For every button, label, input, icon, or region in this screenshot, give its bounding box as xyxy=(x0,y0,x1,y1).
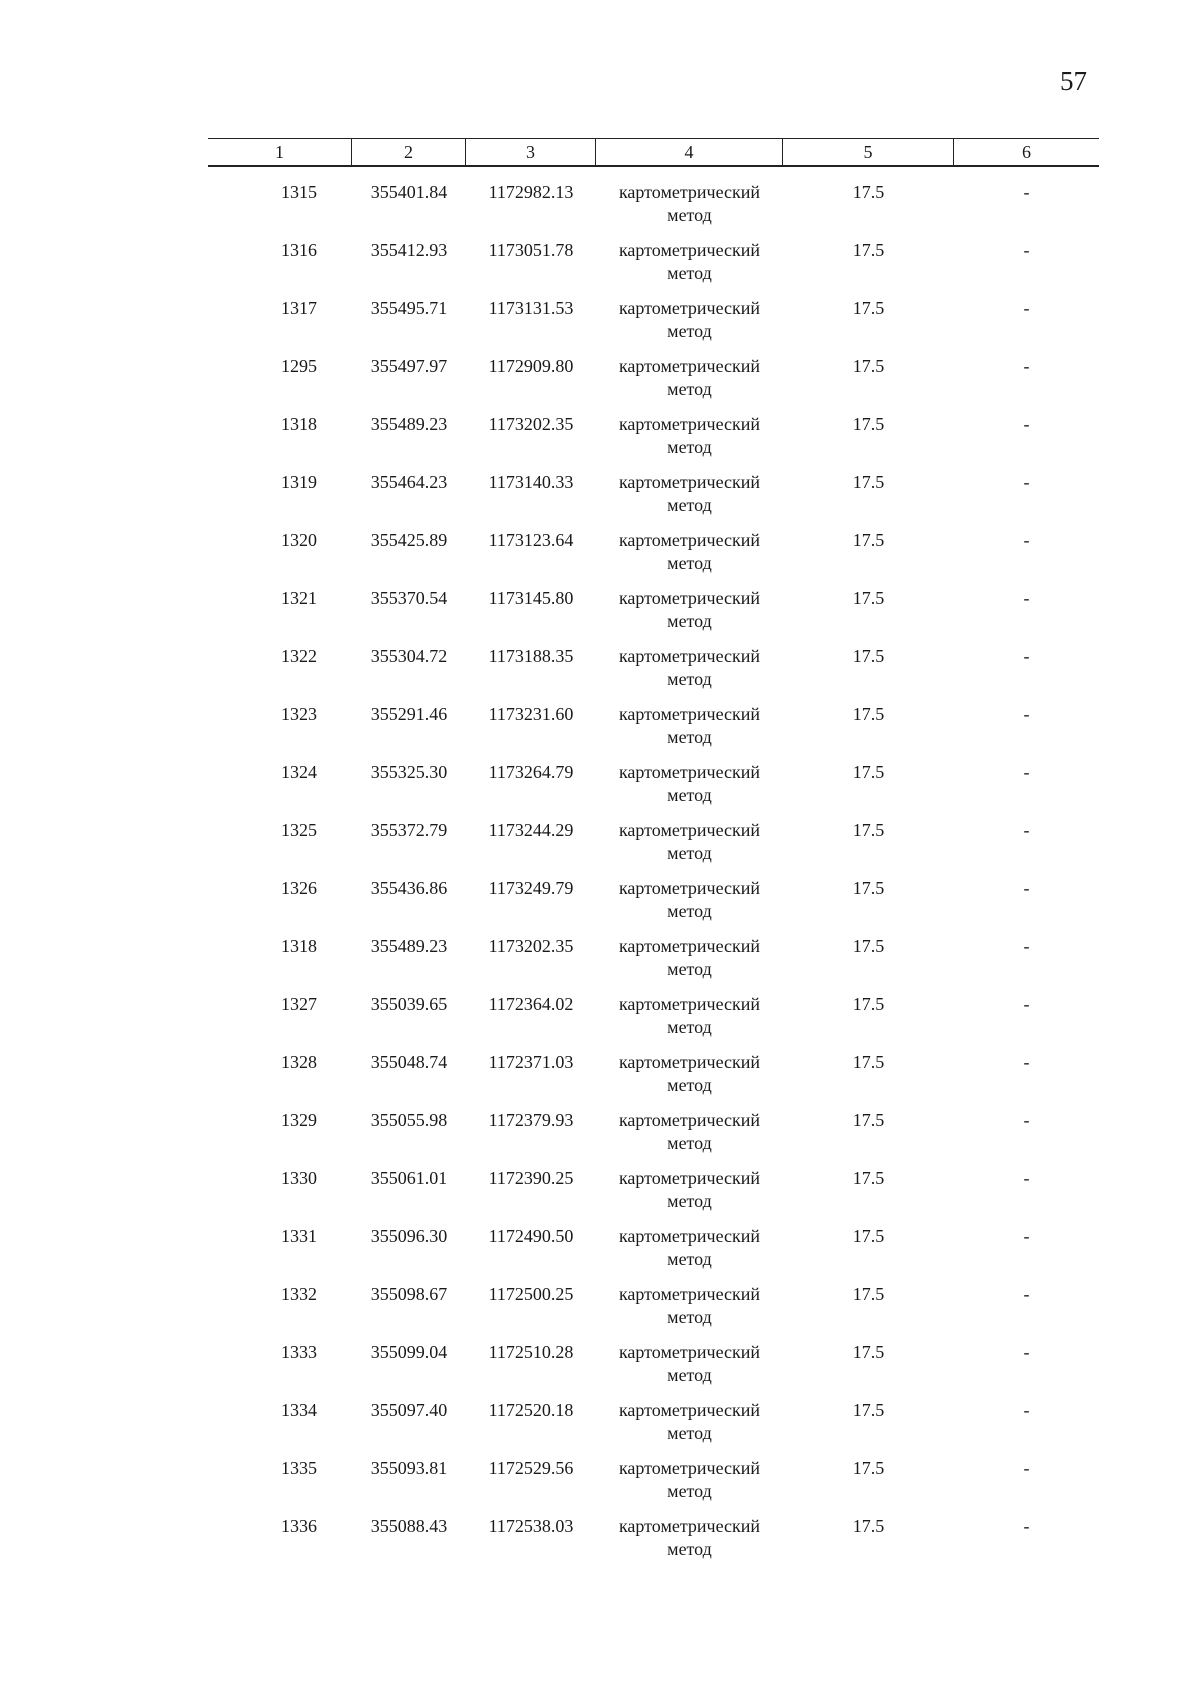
cell-coord-x: 355291.46 xyxy=(370,704,448,724)
cell-coord-y: 1172490.50 xyxy=(488,1226,574,1246)
cell-coord-y: 1172500.25 xyxy=(488,1284,574,1304)
cell-accuracy: 17.5 xyxy=(852,878,885,898)
method-line-2: метод xyxy=(667,959,712,979)
table-body xyxy=(208,181,1099,1573)
cell-method xyxy=(596,1515,783,1573)
cell-coord-x: 355088.43 xyxy=(370,1516,448,1536)
cell-point-number: 1330 xyxy=(281,1168,317,1188)
cell-point-number: 1321 xyxy=(281,588,317,608)
method-line-2: метод xyxy=(667,785,712,805)
cell-description: - xyxy=(1023,530,1030,550)
cell-point-number: 1328 xyxy=(281,1052,317,1072)
cell-description: - xyxy=(1023,472,1030,492)
table-row xyxy=(208,1515,1099,1573)
cell-coord-x: 355425.89 xyxy=(370,530,448,550)
cell-coord-x: 355372.79 xyxy=(370,820,448,840)
cell-accuracy: 17.5 xyxy=(852,1342,885,1362)
method-line-2: метод xyxy=(667,1075,712,1095)
method-line-1: картометрический xyxy=(618,356,761,376)
cell-coord-y: 1173140.33 xyxy=(488,472,574,492)
method-line-2: метод xyxy=(667,669,712,689)
cell-description: - xyxy=(1023,762,1030,782)
cell-accuracy: 17.5 xyxy=(852,1052,885,1072)
cell-accuracy: 17.5 xyxy=(852,762,885,782)
cell-accuracy: 17.5 xyxy=(852,1516,885,1536)
method-line-1: картометрический xyxy=(618,1168,761,1188)
method-line-2: метод xyxy=(667,901,712,921)
cell-coord-y: 1172364.02 xyxy=(488,994,574,1014)
cell-description: - xyxy=(1023,182,1030,202)
method-line-2: метод xyxy=(667,495,712,515)
method-line-2: метод xyxy=(667,1307,712,1327)
cell-point-number: 1335 xyxy=(281,1458,317,1478)
table-row xyxy=(208,1051,1099,1109)
cell-coord-y: 1173202.35 xyxy=(488,414,574,434)
cell-description: - xyxy=(1023,414,1030,434)
header-col-4: 4 xyxy=(596,139,783,165)
table-row xyxy=(208,1457,1099,1515)
cell-method xyxy=(596,645,783,703)
cell-coord-x: 355055.98 xyxy=(370,1110,448,1130)
cell-coord-y: 1173202.35 xyxy=(488,936,574,956)
table-row xyxy=(208,529,1099,587)
method-line-1: картометрический xyxy=(618,936,761,956)
method-line-2: метод xyxy=(667,1249,712,1269)
cell-coord-y: 1173131.53 xyxy=(488,298,574,318)
cell-coord-y: 1173264.79 xyxy=(488,762,574,782)
table-row xyxy=(208,645,1099,703)
cell-point-number: 1334 xyxy=(281,1400,317,1420)
header-col-2: 2 xyxy=(352,139,466,165)
cell-method xyxy=(596,877,783,935)
cell-coord-x: 355325.30 xyxy=(370,762,448,782)
cell-description: - xyxy=(1023,878,1030,898)
method-line-1: картометрический xyxy=(618,1284,761,1304)
cell-coord-y: 1173051.78 xyxy=(488,240,574,260)
method-line-1: картометрический xyxy=(618,878,761,898)
cell-description: - xyxy=(1023,1342,1030,1362)
cell-description: - xyxy=(1023,298,1030,318)
method-line-1: картометрический xyxy=(618,1516,761,1536)
cell-point-number: 1319 xyxy=(281,472,317,492)
cell-accuracy: 17.5 xyxy=(852,356,885,376)
cell-coord-x: 355412.93 xyxy=(370,240,448,260)
cell-method xyxy=(596,355,783,413)
cell-coord-x: 355039.65 xyxy=(370,994,448,1014)
cell-coord-y: 1173231.60 xyxy=(488,704,574,724)
table-row xyxy=(208,1399,1099,1457)
cell-coord-y: 1173123.64 xyxy=(488,530,574,550)
method-line-1: картометрический xyxy=(618,820,761,840)
cell-accuracy: 17.5 xyxy=(852,1168,885,1188)
cell-coord-x: 355099.04 xyxy=(370,1342,448,1362)
cell-accuracy: 17.5 xyxy=(852,1458,885,1478)
cell-method xyxy=(596,935,783,993)
cell-method xyxy=(596,819,783,877)
table-row xyxy=(208,877,1099,935)
cell-method xyxy=(596,181,783,239)
method-line-1: картометрический xyxy=(618,1400,761,1420)
cell-coord-x: 355401.84 xyxy=(370,182,448,202)
page-number: 57 xyxy=(1060,66,1087,96)
cell-accuracy: 17.5 xyxy=(852,1400,885,1420)
cell-coord-x: 355370.54 xyxy=(370,588,448,608)
cell-point-number: 1324 xyxy=(281,762,317,782)
cell-description: - xyxy=(1023,1284,1030,1304)
cell-description: - xyxy=(1023,588,1030,608)
cell-description: - xyxy=(1023,994,1030,1014)
table-row xyxy=(208,471,1099,529)
method-line-1: картометрический xyxy=(618,182,761,202)
cell-accuracy: 17.5 xyxy=(852,820,885,840)
cell-point-number: 1316 xyxy=(281,240,317,260)
method-line-1: картометрический xyxy=(618,298,761,318)
method-line-2: метод xyxy=(667,1191,712,1211)
cell-accuracy: 17.5 xyxy=(852,704,885,724)
cell-coord-y: 1173249.79 xyxy=(488,878,574,898)
cell-point-number: 1318 xyxy=(281,414,317,434)
method-line-2: метод xyxy=(667,437,712,457)
method-line-2: метод xyxy=(667,843,712,863)
method-line-1: картометрический xyxy=(618,1052,761,1072)
method-line-2: метод xyxy=(667,1539,712,1559)
method-line-1: картометрический xyxy=(618,1342,761,1362)
cell-coord-x: 355093.81 xyxy=(370,1458,448,1478)
cell-coord-y: 1173188.35 xyxy=(488,646,574,666)
cell-accuracy: 17.5 xyxy=(852,1284,885,1304)
cell-point-number: 1327 xyxy=(281,994,317,1014)
cell-point-number: 1317 xyxy=(281,298,317,318)
cell-coord-x: 355436.86 xyxy=(370,878,448,898)
cell-accuracy: 17.5 xyxy=(852,530,885,550)
cell-coord-y: 1172510.28 xyxy=(488,1342,574,1362)
cell-accuracy: 17.5 xyxy=(852,472,885,492)
cell-coord-x: 355464.23 xyxy=(370,472,448,492)
cell-point-number: 1325 xyxy=(281,820,317,840)
cell-method xyxy=(596,587,783,645)
table-header xyxy=(208,138,1099,167)
cell-point-number: 1331 xyxy=(281,1226,317,1246)
method-line-1: картометрический xyxy=(618,646,761,666)
cell-point-number: 1322 xyxy=(281,646,317,666)
cell-accuracy: 17.5 xyxy=(852,994,885,1014)
table-row xyxy=(208,1225,1099,1283)
cell-description: - xyxy=(1023,1168,1030,1188)
cell-accuracy: 17.5 xyxy=(852,298,885,318)
method-line-2: метод xyxy=(667,1481,712,1501)
table-row xyxy=(208,355,1099,413)
cell-accuracy: 17.5 xyxy=(852,182,885,202)
cell-description: - xyxy=(1023,820,1030,840)
cell-point-number: 1329 xyxy=(281,1110,317,1130)
cell-description: - xyxy=(1023,936,1030,956)
cell-coord-x: 355304.72 xyxy=(370,646,448,666)
method-line-1: картометрический xyxy=(618,530,761,550)
cell-coord-y: 1173244.29 xyxy=(488,820,574,840)
cell-coord-y: 1172379.93 xyxy=(488,1110,574,1130)
table-row xyxy=(208,819,1099,877)
cell-description: - xyxy=(1023,704,1030,724)
cell-description: - xyxy=(1023,1400,1030,1420)
table-row xyxy=(208,703,1099,761)
cell-coord-y: 1172529.56 xyxy=(488,1458,574,1478)
method-line-1: картометрический xyxy=(618,704,761,724)
cell-coord-x: 355096.30 xyxy=(370,1226,448,1246)
method-line-2: метод xyxy=(667,321,712,341)
method-line-2: метод xyxy=(667,611,712,631)
method-line-1: картометрический xyxy=(618,240,761,260)
cell-description: - xyxy=(1023,646,1030,666)
cell-accuracy: 17.5 xyxy=(852,936,885,956)
cell-method xyxy=(596,1341,783,1399)
method-line-2: метод xyxy=(667,1423,712,1443)
cell-coord-y: 1172538.03 xyxy=(488,1516,574,1536)
method-line-2: метод xyxy=(667,379,712,399)
header-col-5: 5 xyxy=(783,139,954,165)
cell-coord-y: 1172390.25 xyxy=(488,1168,574,1188)
cell-coord-x: 355061.01 xyxy=(370,1168,448,1188)
cell-coord-y: 1172520.18 xyxy=(488,1400,574,1420)
cell-point-number: 1333 xyxy=(281,1342,317,1362)
cell-method xyxy=(596,1225,783,1283)
method-line-1: картометрический xyxy=(618,588,761,608)
cell-coord-x: 355495.71 xyxy=(370,298,448,318)
cell-coord-x: 355489.23 xyxy=(370,936,448,956)
header-col-6: 6 xyxy=(1022,142,1031,162)
cell-accuracy: 17.5 xyxy=(852,240,885,260)
header-col-1: 1 xyxy=(208,139,352,165)
cell-accuracy: 17.5 xyxy=(852,1226,885,1246)
table-row xyxy=(208,1341,1099,1399)
cell-method xyxy=(596,1167,783,1225)
cell-description: - xyxy=(1023,240,1030,260)
cell-coord-x: 355497.97 xyxy=(370,356,448,376)
method-line-1: картометрический xyxy=(618,1226,761,1246)
method-line-1: картометрический xyxy=(618,994,761,1014)
cell-accuracy: 17.5 xyxy=(852,646,885,666)
method-line-1: картометрический xyxy=(618,762,761,782)
method-line-1: картометрический xyxy=(618,414,761,434)
method-line-1: картометрический xyxy=(618,472,761,492)
table-row xyxy=(208,297,1099,355)
cell-description: - xyxy=(1023,1226,1030,1246)
cell-description: - xyxy=(1023,356,1030,376)
table-row xyxy=(208,1167,1099,1225)
table-row xyxy=(208,181,1099,239)
table-row xyxy=(208,761,1099,819)
cell-method xyxy=(596,1283,783,1341)
table-row xyxy=(208,935,1099,993)
cell-point-number: 1295 xyxy=(281,356,317,376)
cell-point-number: 1320 xyxy=(281,530,317,550)
cell-accuracy: 17.5 xyxy=(852,1110,885,1130)
table-row xyxy=(208,1109,1099,1167)
method-line-2: метод xyxy=(667,1365,712,1385)
table-row xyxy=(208,413,1099,471)
method-line-1: картометрический xyxy=(618,1458,761,1478)
cell-method xyxy=(596,529,783,587)
cell-coord-y: 1172982.13 xyxy=(488,182,574,202)
method-line-2: метод xyxy=(667,205,712,225)
cell-method xyxy=(596,1109,783,1167)
method-line-1: картометрический xyxy=(618,1110,761,1130)
cell-coord-x: 355097.40 xyxy=(370,1400,448,1420)
cell-coord-y: 1173145.80 xyxy=(488,588,574,608)
table-row xyxy=(208,239,1099,297)
cell-method xyxy=(596,1457,783,1515)
cell-point-number: 1323 xyxy=(281,704,317,724)
table-row xyxy=(208,993,1099,1051)
cell-point-number: 1315 xyxy=(281,182,317,202)
cell-accuracy: 17.5 xyxy=(852,588,885,608)
cell-method xyxy=(596,239,783,297)
cell-method xyxy=(596,1051,783,1109)
cell-point-number: 1336 xyxy=(281,1516,317,1536)
cell-description: - xyxy=(1023,1052,1030,1072)
cell-coord-y: 1172909.80 xyxy=(488,356,574,376)
cell-accuracy: 17.5 xyxy=(852,414,885,434)
table-row xyxy=(208,587,1099,645)
cell-description: - xyxy=(1023,1458,1030,1478)
method-line-2: метод xyxy=(667,263,712,283)
cell-coord-x: 355098.67 xyxy=(370,1284,448,1304)
cell-description: - xyxy=(1023,1110,1030,1130)
method-line-2: метод xyxy=(667,727,712,747)
cell-method xyxy=(596,297,783,355)
cell-description: - xyxy=(1023,1516,1030,1536)
header-col-3: 3 xyxy=(466,139,596,165)
cell-method xyxy=(596,761,783,819)
cell-method xyxy=(596,993,783,1051)
cell-coord-x: 355048.74 xyxy=(370,1052,448,1072)
method-line-2: метод xyxy=(667,553,712,573)
cell-coord-y: 1172371.03 xyxy=(488,1052,574,1072)
cell-point-number: 1332 xyxy=(281,1284,317,1304)
method-line-2: метод xyxy=(667,1017,712,1037)
cell-point-number: 1326 xyxy=(281,878,317,898)
cell-method xyxy=(596,413,783,471)
table-row xyxy=(208,1283,1099,1341)
cell-method xyxy=(596,1399,783,1457)
cell-method xyxy=(596,471,783,529)
method-line-2: метод xyxy=(667,1133,712,1153)
cell-point-number: 1318 xyxy=(281,936,317,956)
cell-method xyxy=(596,703,783,761)
cell-coord-x: 355489.23 xyxy=(370,414,448,434)
